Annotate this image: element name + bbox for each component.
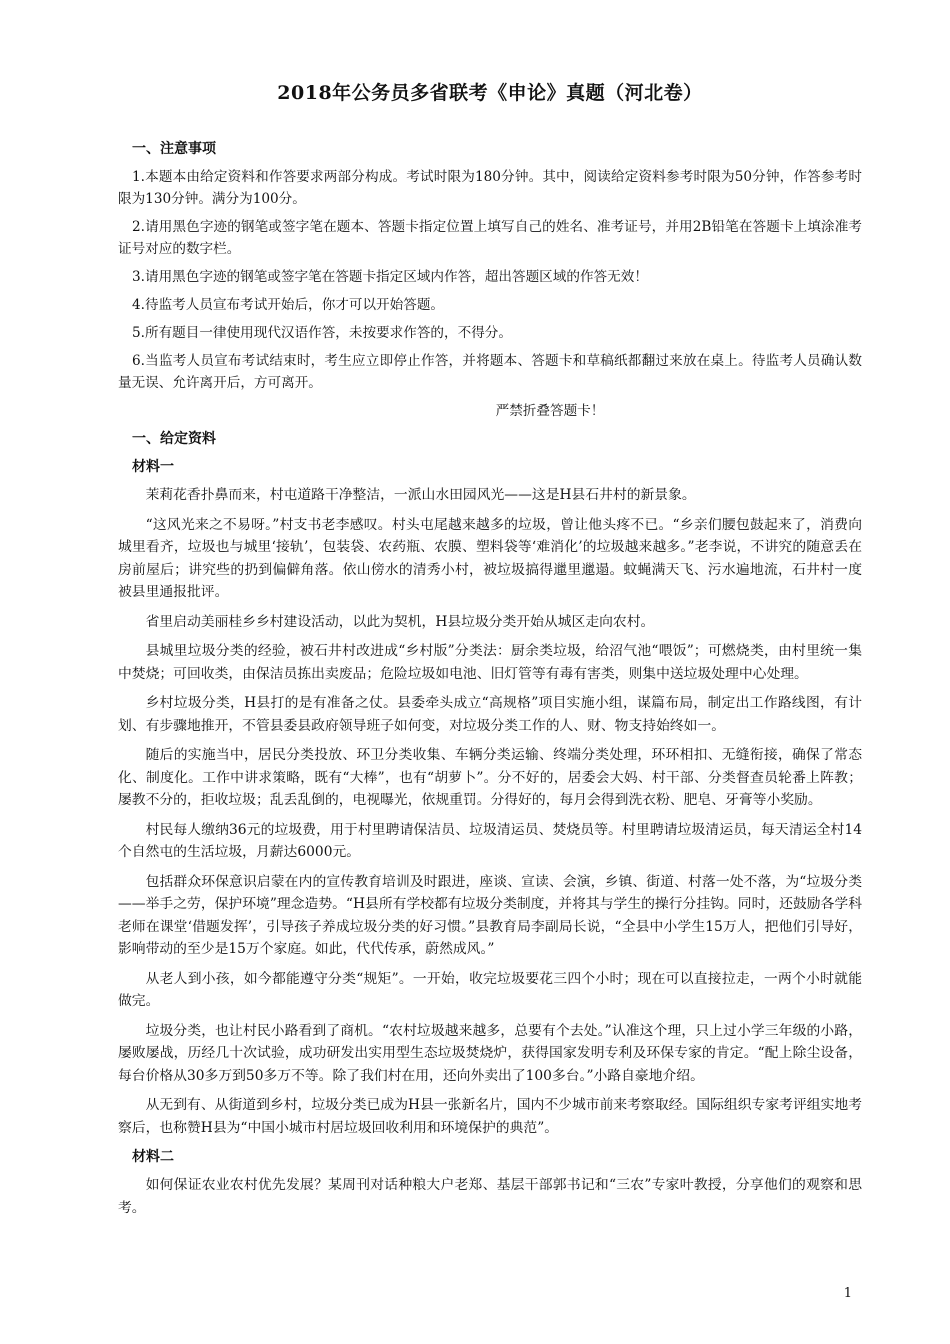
material-1-paragraph: 县城里垃圾分类的经验，被石井村改进成“乡村版”分类法：厨余类垃圾，给沼气池“喂饭”；可燃烧类，由村里统一集中焚烧；可回收类，由保洁员拣出卖废品；危险垃圾如电池、旧灯管等有毒有害类，则集中送垃圾处理中心处理。 [118,643,862,682]
notice-item: 2.请用黑色字迹的钢笔或签字笔在题本、答题卡指定位置上填写自己的姓名、准考证号，并用2B铅笔在答题卡上填涂准考证号对应的数字栏。 [118,219,862,257]
material-2-heading: 材料二 [132,1149,174,1165]
material-1-paragraph: 从无到有、从街道到乡村，垃圾分类已成为H县一张新名片，国内不少城市前来考察取经。国际组织专家考评组实地考察后，也称赞H县为“中国小城市村居垃圾回收利用和环境保护的典范”。 [118,1097,862,1136]
material-1-paragraph: 茉莉花香扑鼻而来，村屯道路干净整洁，一派山水田园风光——这是H县石井村的新景象。 [145,487,696,503]
notice-item: 4.待监考人员宣布考试开始后，你才可以开始答题。 [132,297,445,313]
warning-text: 严禁折叠答题卡！ [495,403,605,419]
page-number: 1 [843,1286,852,1301]
notice-item: 6.当监考人员宣布考试结束时，考生应立即停止作答，并将题本、答题卡和草稿纸都翻过来放在桌上。待监考人员确认数量无误、允许离开后，方可离开。 [118,353,862,391]
material-1-paragraph: 村民每人缴纳36元的垃圾费，用于村里聘请保洁员、垃圾清运员、焚烧员等。村里聘请垃圾清运员，每天清运全村14个自然屯的生活垃圾，月薪达6000元。 [118,821,862,860]
document-title: 2018年公务员多省联考《申论》真题（河北卷） [277,82,703,104]
materials-heading: 一、给定资料 [132,431,216,447]
material-1-paragraph: 随后的实施当中，居民分类投放、环卫分类收集、车辆分类运输、终端分类处理，环环相扣、无缝衔接，确保了常态化、制度化。工作中讲求策略，既有“大棒”，也有“胡萝卜”。分不好的，居委会大妈、村干部、分类督查员轮番上阵教；屡教不分的，拒收垃圾；乱丢乱倒的，电视曝光，依规重罚。分得好的，每月会得到洗衣粉、肥皂、牙膏等小奖励。 [118,747,862,808]
notice-heading: 一、注意事项 [132,141,216,157]
material-1-paragraph: 垃圾分类，也让村民小路看到了商机。“农村垃圾越来越多，总要有个去处。”认准这个理，只上过小学三年级的小路，屡败屡战，历经几十次试验，成功研发出实用型生态垃圾焚烧炉，获得国家发明专利及环保专家的肯定。“配上除尘设备，每台价格从30多万到50多万不等。除了我们村在用，还向外卖出了100多台。”小路自豪地介绍。 [118,1022,862,1084]
material-1-paragraph: “这风光来之不易呀。”村支书老李感叹。村头屯尾越来越多的垃圾，曾让他头疼不已。“乡亲们腰包鼓起来了，消费向城里看齐，垃圾也与城里‘接轨’，包装袋、农药瓶、农膜、塑料袋等‘难消化’的垃圾越来越多。”老李说，不讲究的随意丢在房前屋后；讲究些的扔到偏僻角落。依山傍水的清秀小村，被垃圾搞得邋里邋遢。蚊蝇满天飞、污水遍地流，石井村一度被县里通报批评。 [118,516,862,600]
material-1-paragraph: 包括群众环保意识启蒙在内的宣传教育培训及时跟进，座谈、宣读、会演，乡镇、街道、村落一处不落，为“垃圾分类——举手之劳，保护环境”理念造势。“H县所有学校都有垃圾分类制度，并将其与学生的操行分挂钩。同时，还鼓励各学科老师在课堂‘借题发挥’，引导孩子养成垃圾分类的好习惯。”县教育局李副局长说，“全县中小学生15万人，把他们引导好，影响带动的至少是15万个家庭。如此，代代传承，蔚然成风。” [118,873,862,957]
notice-item: 3.请用黑色字迹的钢笔或签字笔在答题卡指定区域内作答，超出答题区域的作答无效！ [132,269,648,285]
material-2-paragraph: 如何保证农业农村优先发展？某周刊对话种粮大户老郑、基层干部郭书记和“三农”专家叶教授，分享他们的观察和思考。 [118,1177,862,1216]
notice-item: 5.所有题目一律使用现代汉语作答，未按要求作答的，不得分。 [132,325,512,341]
material-1-paragraph: 乡村垃圾分类，H县打的是有准备之仗。县委牵头成立“高规格”项目实施小组，谋篇布局，制定出工作路线图，有计划、有步骤地推开，不管县委县政府领导班子如何变，对垃圾分类工作的人、财、物支持始终如一。 [118,695,862,734]
material-1-paragraph: 省里启动美丽桂乡乡村建设活动，以此为契机，H县垃圾分类开始从城区走向农村。 [145,613,655,630]
material-1-heading: 材料一 [132,459,174,475]
material-1-paragraph: 从老人到小孩，如今都能遵守分类“规矩”。一开始，收完垃圾要花三四个小时；现在可以直接拉走，一两个小时就能做完。 [118,970,862,1009]
notice-item: 1.本题本由给定资料和作答要求两部分构成。考试时限为180分钟。其中，阅读给定资料参考时限为50分钟，作答参考时限为130分钟。满分为100分。 [118,169,862,207]
document-page [118,78,862,1226]
